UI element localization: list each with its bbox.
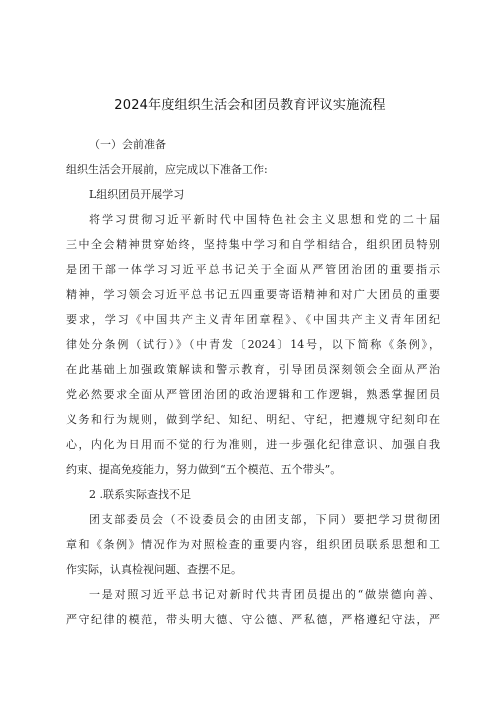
paragraph-line: 要求，学习《中国共产主义青年团章程》、《中国共产主义青年团纪: [66, 313, 440, 326]
paragraph-line: 将学习贯彻习近平新时代中国特色社会主义思想和党的二十届: [89, 213, 440, 226]
paragraph-line: 精神，学习领会习近平总书记五四重要寄语精神和对广大团员的重要: [66, 288, 440, 301]
paragraph-line: 团支部委员会（不设委员会的由团支部，下同）要把学习贯彻团: [89, 513, 440, 526]
paragraph-line: 是团干部一体学习习近平总书记关于全面从严管团治团的重要指示: [66, 263, 440, 276]
paragraph-line: 党必然要求全面从严管团治团的政治逻辑和工作逻辑，熟悉掌握团员: [66, 388, 440, 401]
paragraph-line: 一是对照习近平总书记对新时代共青团员提出的“做崇德向善、: [89, 588, 440, 601]
paragraph-line: 章和《条例》情况作为对照检查的重要内容，组织团员联系思想和工: [66, 538, 440, 551]
paragraph-line: 约束、提高免疫能力，努力做到“五个模范、五个带头”。: [66, 463, 342, 476]
paragraph-line: 律处分条例（试行）》（中青发〔2024〕14号，以下简称《条例》，: [66, 338, 440, 351]
section-heading-preparation: （一）会前准备: [89, 138, 166, 151]
paragraph-line: 义务和行为规则，做到学纪、知纪、明纪、守纪，把遵规守纪刻印在: [66, 413, 440, 426]
subsection-heading-find-shortcomings: 2 .联系实际查找不足: [89, 488, 191, 501]
paragraph-line: 组织生活会开展前，应完成以下准备工作:: [66, 163, 268, 176]
document-title: 2024年度组织生活会和团员教育评议实施流程: [114, 98, 386, 113]
paragraph-line: 作实际，认真检视问题、查摆不足。: [66, 563, 242, 576]
paragraph-line: 三中全会精神贯穿始终，坚持集中学习和自学相结合，组织团员特别: [66, 238, 440, 251]
paragraph-line: 严守纪律的模范，带头明大德、守公德、严私德，严格遵纪守法，严: [66, 613, 440, 626]
paragraph-line: 在此基础上加强政策解读和警示教育，引导团员深刻领会全面从严治: [66, 363, 440, 376]
subsection-heading-study: L组织团员开展学习: [89, 188, 185, 201]
paragraph-line: 心，内化为日用而不觉的行为准则，进一步强化纪律意识、加强自我: [66, 438, 440, 451]
